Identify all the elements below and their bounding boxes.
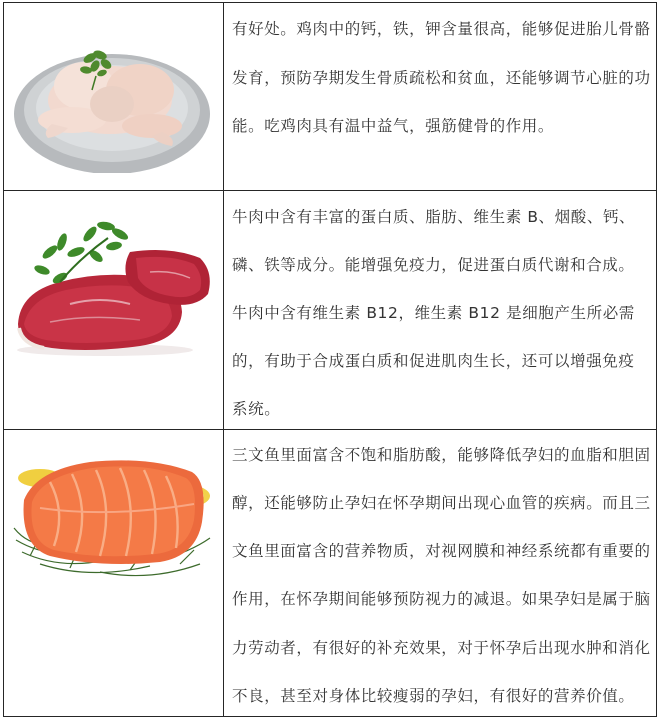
- text-line: 文鱼里面富含的营养物质，对视网膜和神经系统都有重要的: [232, 542, 651, 560]
- text-line: 醇，还能够防止孕妇在怀孕期间出现心血管的疾病。而且三: [232, 494, 651, 512]
- salmon-image: [10, 452, 215, 584]
- text-line: 有好处。鸡肉中的钙，铁，钾含量很高，能够促进胎儿骨骼: [232, 20, 651, 38]
- text-line: 发育，预防孕期发生骨质疏松和贫血，还能够调节心脏的功: [232, 69, 651, 87]
- text-line: 能。吃鸡肉具有温中益气，强筋健骨的作用。: [232, 117, 555, 135]
- text-line: 不良，甚至对身体比较瘦弱的孕妇，有很好的营养价值。: [232, 687, 635, 705]
- table-border-top: [3, 2, 657, 3]
- text-line: 作用，在怀孕期间能够预防视力的减退。如果孕妇是属于脑: [232, 590, 651, 608]
- table-border-left: [3, 2, 4, 716]
- text-line: 磷、铁等成分。能增强免疫力，促进蛋白质代谢和合成。: [232, 256, 635, 274]
- table-border-right: [656, 2, 657, 716]
- text-line: 三文鱼里面富含不饱和脂肪酸，能够降低孕妇的血脂和胆固: [232, 446, 651, 464]
- chicken-image: [12, 28, 212, 173]
- beef-image: [10, 212, 215, 357]
- row-divider: [3, 190, 657, 191]
- table-border-bottom: [3, 716, 657, 717]
- text-line: 牛肉中含有维生素 B12，维生素 B12 是细胞产生所必需: [232, 304, 635, 322]
- column-divider: [223, 2, 224, 716]
- text-line: 牛肉中含有丰富的蛋白质、脂肪、维生素 B、烟酸、钙、: [232, 208, 636, 226]
- text-line: 的，有助于合成蛋白质和促进肌肉生长，还可以增强免疫: [232, 352, 635, 370]
- text-line: 系统。: [232, 400, 281, 418]
- text-line: 力劳动者，有很好的补充效果，对于怀孕后出现水肿和消化: [232, 639, 651, 657]
- row-divider: [3, 429, 657, 430]
